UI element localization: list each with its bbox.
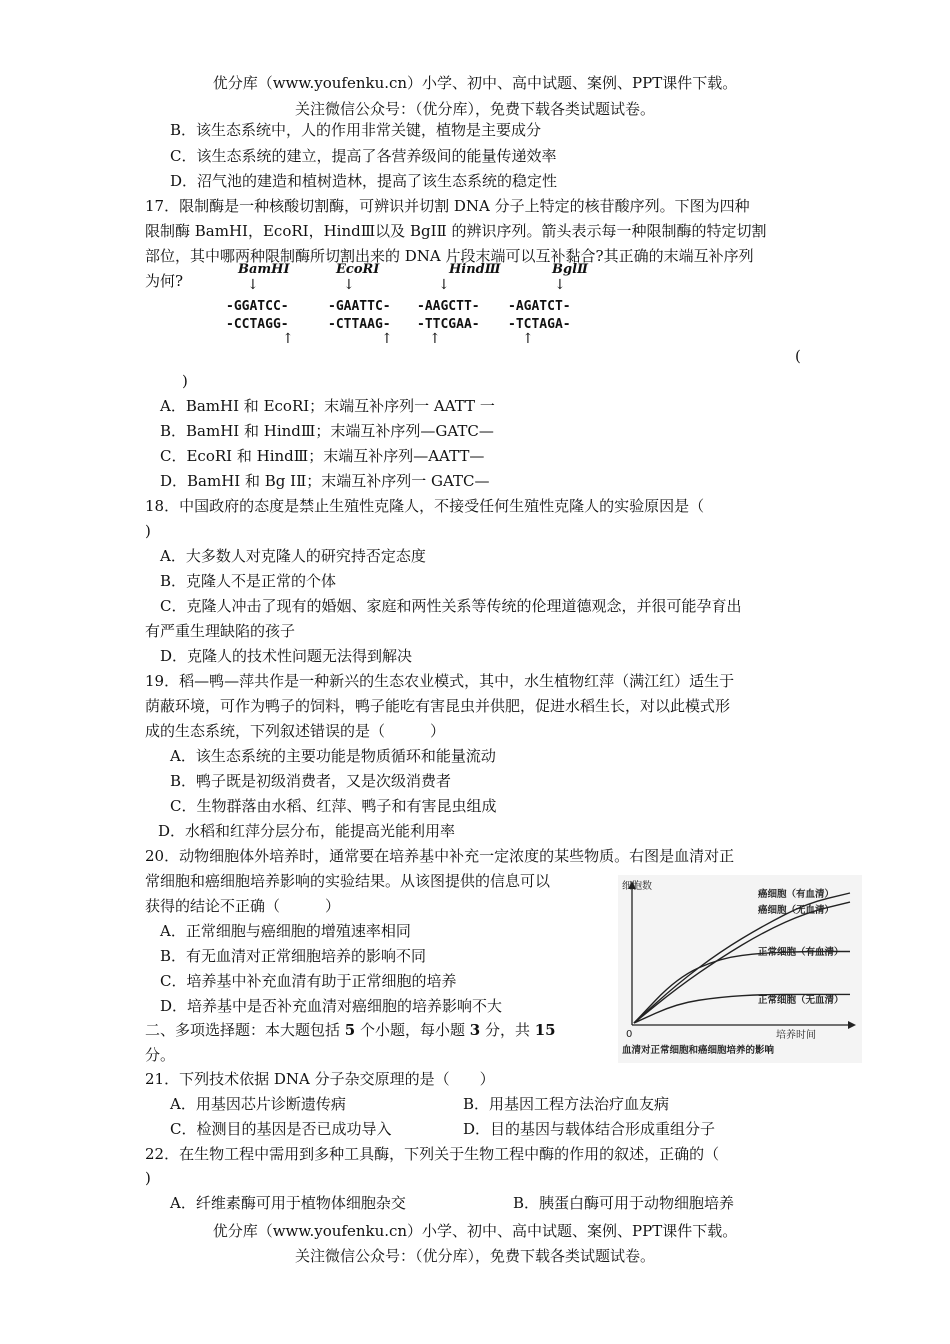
seq-top-hindiii: -AAGCTT- bbox=[417, 299, 480, 314]
q19-option-b: B．鸭子既是初级消费者，又是次级消费者 bbox=[170, 772, 452, 790]
q17-option-c: C．EcoRI 和 HindⅢ；末端互补序列—AATT— bbox=[160, 447, 485, 465]
seq-top-ecori: -GAATTC- bbox=[328, 299, 391, 314]
section2-text-a: 二、多项选择题：本大题包括 bbox=[145, 1021, 345, 1039]
q19-option-c: C．生物群落由水稻、红萍、鸭子和有害昆虫组成 bbox=[170, 797, 497, 815]
series-label-0: 癌细胞（有血清） bbox=[758, 889, 835, 900]
section2-count: 5 bbox=[344, 1021, 356, 1039]
q20-option-b: B．有无血清对正常细胞培养的影响不同 bbox=[160, 947, 427, 965]
q22-option-b: B．胰蛋白酶可用于动物细胞培养 bbox=[513, 1194, 735, 1212]
q21-option-c: C．检测目的基因是否已成功导入 bbox=[170, 1120, 392, 1138]
section2-total: 15 bbox=[534, 1021, 556, 1039]
q18-stem: 18．中国政府的态度是禁止生殖性克隆人，不接受任何生殖性克隆人的实验原因是（ bbox=[145, 497, 705, 515]
q17-stem-4: 为何? bbox=[145, 272, 184, 290]
seq-bottom-hindiii: -TTCGAA- bbox=[417, 317, 480, 332]
q20-option-d: D．培养基中是否补充血清对癌细胞的培养影响不大 bbox=[160, 997, 503, 1015]
enzyme-name-ecori: EcoRI bbox=[336, 262, 380, 277]
q16-option-b: B．该生态系统中，人的作用非常关键，植物是主要成分 bbox=[170, 121, 542, 139]
q22-option-a: A．纤维素酶可用于植物体细胞杂交 bbox=[170, 1194, 406, 1212]
q17-option-a: A．BamHI 和 EcoRI；末端互补序列一 AATT 一 bbox=[160, 397, 495, 415]
header-line-1: 优分库（www.youfenku.cn）小学、初中、高中试题、案例、PPT课件下载。 bbox=[212, 74, 738, 92]
section2-text-c: 分，共 bbox=[480, 1021, 535, 1039]
cut-arrow-up-icon: ↑ bbox=[381, 331, 393, 347]
section2-text-b: 个小题，每小题 bbox=[355, 1021, 470, 1039]
chart-title: 血清对正常细胞和癌细胞培养的影响 bbox=[622, 1045, 775, 1056]
series-line-2 bbox=[634, 952, 850, 1024]
q20-option-c: C．培养基中补充血清有助于正常细胞的培养 bbox=[160, 972, 457, 990]
section2-heading-cont: 分。 bbox=[145, 1046, 176, 1064]
cut-arrow-up-icon: ↑ bbox=[522, 331, 534, 347]
footer-line-2: 关注微信公众号：（优分库），免费下载各类试题试卷。 bbox=[294, 1247, 655, 1265]
chart-svg bbox=[618, 875, 862, 1063]
seq-bottom-bglii: -TCTAGA- bbox=[508, 317, 571, 332]
q21-option-b: B．用基因工程方法治疗血友病 bbox=[463, 1095, 670, 1113]
q17-paren-close: ) bbox=[182, 372, 188, 390]
section2-heading bbox=[145, 1020, 556, 1040]
q17-option-d: D．BamHI 和 Bg ⅠⅡ；末端互补序列一 GATC— bbox=[160, 472, 490, 490]
q19-option-a: A．该生态系统的主要功能是物质循环和能量流动 bbox=[170, 747, 496, 765]
q18-option-c: C．克隆人冲击了现有的婚姻、家庭和两性关系等传统的伦理道德观念，并很可能孕育出 bbox=[160, 597, 742, 615]
q21-stem: 21．下列技术依据 DNA 分子杂交原理的是（ ） bbox=[145, 1070, 495, 1088]
cut-arrow-down-icon: ↓ bbox=[343, 277, 355, 293]
q20-stem-3: 获得的结论不正确（ ） bbox=[145, 897, 341, 915]
seq-bottom-bamhi: -CCTAGG- bbox=[226, 317, 289, 332]
q16-option-c: C．该生态系统的建立，提高了各营养级间的能量传递效率 bbox=[170, 147, 557, 165]
section2-points-each: 3 bbox=[469, 1021, 481, 1039]
q20-option-a: A．正常细胞与癌细胞的增殖速率相同 bbox=[160, 922, 411, 940]
q17-stem-2: 限制酶 BamHI，EcoRI，HindⅢ以及 BgⅠⅡ 的辨识序列。箭头表示每一种限制酶的特定切割 bbox=[145, 222, 767, 240]
series-label-1: 癌细胞（无血清） bbox=[758, 905, 835, 916]
header-line-2: 关注微信公众号：（优分库），免费下载各类试题试卷。 bbox=[294, 100, 655, 118]
q18-option-a: A．大多数人对克隆人的研究持否定态度 bbox=[160, 547, 426, 565]
q20-stem-2: 常细胞和癌细胞培养影响的实验结果。从该图提供的信息可以 bbox=[145, 872, 551, 890]
q19-stem-3: 成的生态系统，下列叙述错误的是（ ） bbox=[145, 722, 446, 740]
q17-option-b: B．BamHI 和 HindⅢ；末端互补序列—GATC— bbox=[160, 422, 494, 440]
enzyme-name-bglii: BglⅡ bbox=[552, 262, 588, 277]
cut-arrow-up-icon: ↑ bbox=[429, 331, 441, 347]
q21-option-d: D．目的基因与载体结合形成重组分子 bbox=[463, 1120, 716, 1138]
q20-stem-1: 20．动物细胞体外培养时，通常要在培养基中补充一定浓度的某些物质。右图是血清对正 bbox=[145, 847, 735, 865]
q18-option-c-cont: 有严重生理缺陷的孩子 bbox=[145, 622, 296, 640]
q19-stem-2: 荫蔽环境，可作为鸭子的饲料，鸭子能吃有害昆虫并供肥，促进水稻生长，对以此模式形 bbox=[145, 697, 731, 715]
seq-top-bglii: -AGATCT- bbox=[508, 299, 571, 314]
seq-bottom-ecori: -CTTAAG- bbox=[328, 317, 391, 332]
footer-line-1: 优分库（www.youfenku.cn）小学、初中、高中试题、案例、PPT课件下载。 bbox=[212, 1222, 738, 1240]
seq-top-bamhi: -GGATCC- bbox=[226, 299, 289, 314]
cut-arrow-down-icon: ↓ bbox=[554, 277, 566, 293]
q21-option-a: A．用基因芯片诊断遗传病 bbox=[170, 1095, 346, 1113]
serum-cell-culture-chart bbox=[618, 875, 862, 1063]
cut-arrow-down-icon: ↓ bbox=[438, 277, 450, 293]
q17-stem-3: 部位，其中哪两种限制酶所切割出来的 DNA 片段末端可以互补黏合?其正确的末端互补序列 bbox=[145, 247, 754, 265]
series-label-3: 正常细胞（无血清） bbox=[758, 995, 844, 1006]
y-axis-label: 细胞数 bbox=[622, 881, 652, 892]
q17-paren-open: ( bbox=[795, 347, 801, 365]
q22-stem-end: ) bbox=[145, 1169, 151, 1187]
q18-option-b: B．克隆人不是正常的个体 bbox=[160, 572, 337, 590]
q17-stem-1: 17．限制酶是一种核酸切割酶，可辨识并切割 DNA 分子上特定的核苷酸序列。下图为四种 bbox=[145, 197, 750, 215]
enzyme-name-bamhi: BamHI bbox=[238, 262, 290, 277]
q22-stem: 22．在生物工程中需用到多种工具酶，下列关于生物工程中酶的作用的叙述，正确的（ bbox=[145, 1145, 720, 1163]
cut-arrow-down-icon: ↓ bbox=[247, 277, 259, 293]
q19-stem-1: 19．稻—鸭—萍共作是一种新兴的生态农业模式，其中，水生植物红萍（满江红）适生于 bbox=[145, 672, 735, 690]
q19-option-d: D．水稻和红萍分层分布，能提高光能利用率 bbox=[158, 822, 456, 840]
cut-arrow-up-icon: ↑ bbox=[282, 331, 294, 347]
series-label-2: 正常细胞（有血清） bbox=[758, 947, 844, 958]
enzyme-name-hindiii: HindⅢ bbox=[449, 262, 501, 277]
x-axis-label: 培养时间 bbox=[776, 1030, 816, 1041]
x-axis-arrow-icon bbox=[848, 1021, 856, 1029]
origin-label: 0 bbox=[626, 1029, 633, 1040]
q18-option-d: D．克隆人的技术性问题无法得到解决 bbox=[160, 647, 413, 665]
q18-stem-end: ) bbox=[145, 522, 151, 540]
q16-option-d: D．沼气池的建造和植树造林，提高了该生态系统的稳定性 bbox=[170, 172, 558, 190]
